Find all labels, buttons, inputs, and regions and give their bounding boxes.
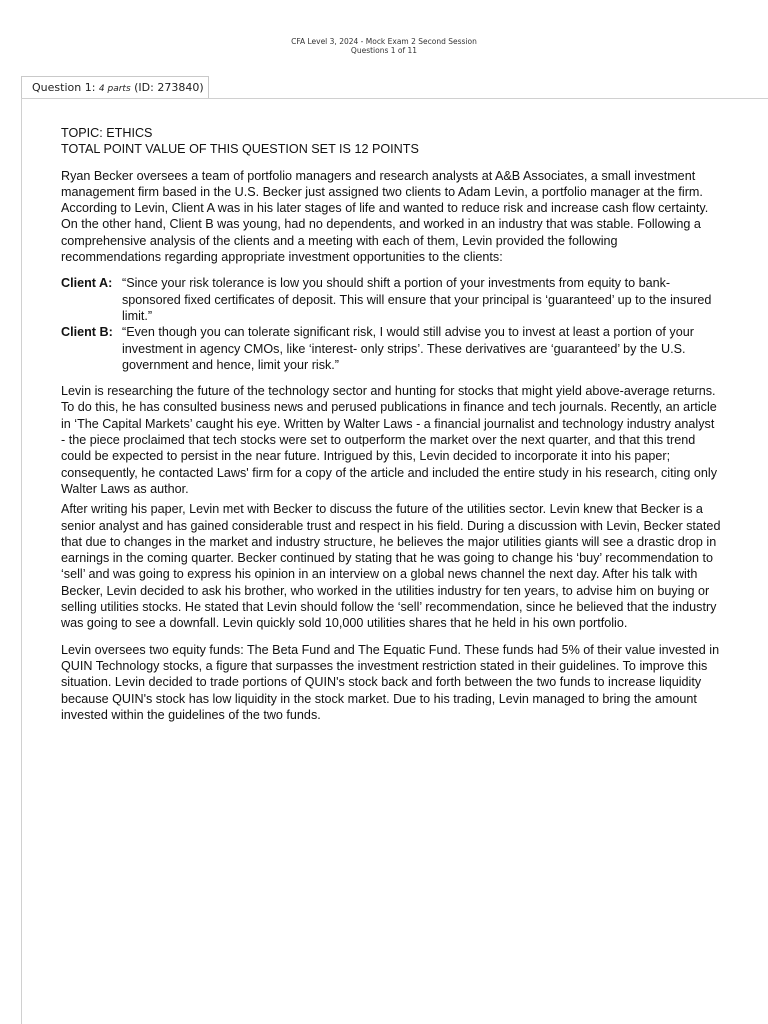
client-b-label: Client B: — [61, 325, 113, 340]
paragraph-utilities: After writing his paper, Levin met with Becker to discuss the future of the utilities sector. Levin knew that Becker is a senior analyst and has gained considerable trust and respect in his field. During a discussion with Levin, Becker stated that due to changes in the market and industry structure, he believes the major utilities giants will see a drastic drop in earnings in the coming quarter. Becker continued by stating that he was going to change his ‘buy’ recommendation to ‘sell’ and was going to express his opinion in an interview on a global news channel the next day. After his talk with Becker, Levin decided to ask his brother, who worked in the utilities industry for ten years, to advise him on buying or selling utilities stocks. He stated that Levin should follow the ‘sell’ recommendation, since he believed that the industry was going to see a downfall. Levin quickly sold 10,000 utilities shares that he held in his own portfolio. — [61, 502, 721, 631]
paragraph-research: Levin is researching the future of the technology sector and hunting for stocks that might yield above-average returns. To do this, he has consulted business news and perused publications in finance and tech journals. Recently, an article in ‘The Capital Markets’ caught his eye. Written by Walter Laws - a financial journalist and technology industry analyst - the piece proclaimed that tech stocks were set to outperform the market over the next quarter, and that this trend could be expected to persist in the near future. Intrigued by this, Levin decided to incorporate it into his paper; consequently, he contacted Laws' firm for a copy of the article and included the entire study in his research, citing only Walter Laws as author. — [61, 384, 718, 496]
question-counter: Questions 1 of 11 — [350, 46, 418, 55]
paragraph-intro: Ryan Becker oversees a team of portfolio managers and research analysts at A&B Associates, a small investment management firm based in the U.S. Becker just assigned two clients to Adam Levin, a portfolio manager at the firm. According to Levin, Client A was in his later stages of life and wanted to reduce risk and increase cash flow certainty. On the other hand, Client B was young, had no dependents, and worked in an industry that was stable. Following a comprehensive analysis of the clients and a meeting with each of them, Levin provided the following recommendations regarding appropriate investment opportunities to the clients: — [61, 168, 709, 265]
total-points-heading: TOTAL POINT VALUE OF THIS QUESTION SET IS 12 POINTS — [61, 142, 419, 157]
question-parts: 4 parts — [98, 84, 131, 94]
question-number: Question 1: — [32, 81, 99, 94]
client-a-recommendation — [61, 275, 721, 324]
client-b-recommendation — [61, 324, 721, 373]
paragraph-funds: Levin oversees two equity funds: The Beta Fund and The Equatic Fund. These funds had 5% of their value invested in QUIN Technology stocks, a figure that surpasses the investment restriction stated in their guidelines. To improve this situation. Levin decided to trade portions of QUIN's stock back and forth between the two funds to increase liquidity because QUIN's stock has low liquidity in the stock market. Due to his trading, Levin managed to bring the amount invested within the guidelines of the two funds. — [61, 642, 720, 722]
page-header — [0, 37, 768, 55]
exam-title: CFA Level 3, 2024 - Mock Exam 2 Second Session — [291, 37, 477, 46]
client-b-text: “Even though you can tolerate significant risk, I would still advise you to invest at least a portion of your investment in agency CMOs, like ‘interest- only strips’. These derivatives are ‘guaranteed’ by the U.S. government and hence, limit your risk.” — [122, 325, 694, 372]
client-a-label: Client A: — [61, 276, 113, 291]
question-id: (ID: 273840) — [130, 81, 204, 94]
question-content — [61, 125, 721, 723]
client-a-text: “Since your risk tolerance is low you should shift a portion of your investments from equity to bank-sponsored fixed certificates of deposit. This will ensure that your principal is ‘guaranteed’ up to the insured limit.” — [122, 276, 712, 323]
question-tab[interactable] — [21, 76, 209, 98]
topic-heading: TOPIC: ETHICS — [61, 126, 153, 140]
